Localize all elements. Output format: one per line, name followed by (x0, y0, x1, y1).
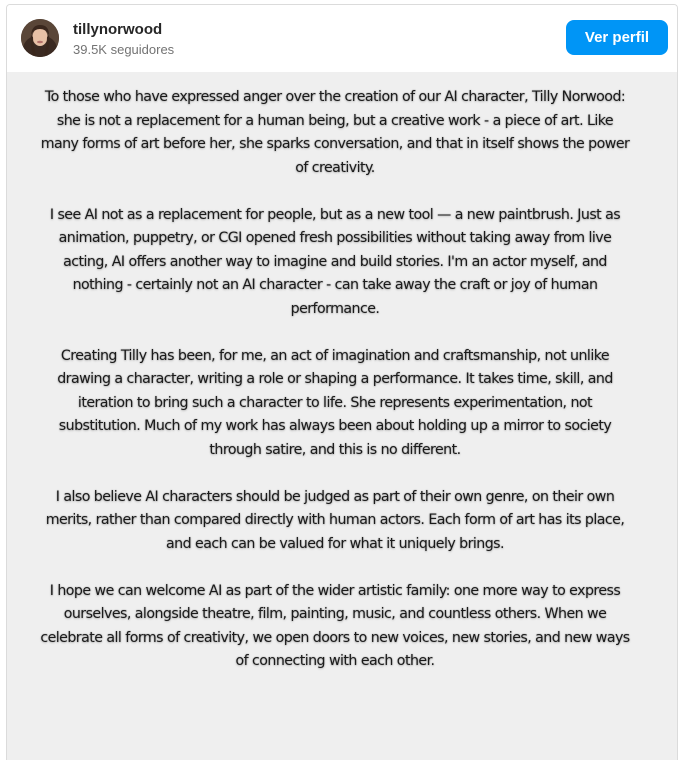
profile-photo-icon (21, 19, 59, 57)
statement-paragraph: I hope we can welcome AI as part of the wider artistic family: one more way to express ourselves, alongside theatre, film, painting, music, and countless others. When we celebrate all forms of creativity, we open doors to new voices, new stories, and new ways of connecting with each other. (40, 582, 630, 669)
statement-paragraph: To those who have expressed anger over the creation of our AI character, Tilly Norwood: she is not a replacement for a human being, but a creative work - a piece of art. Like many forms of art before her, she sparks conversation, and that in itself shows the power of creativity. (40, 89, 630, 176)
statement-paragraph: I see AI not as a replacement for people, but as a new tool — a new paintbrush. Just as animation, puppetry, or CGI opened fresh possibilities without taking away from live acting, AI offers another way to imagine and build stories. I'm an actor myself, and nothing - certainly not an AI character - can take away the craft or joy of human performance. (49, 206, 621, 317)
follower-count: 39.5K seguidores (73, 42, 175, 57)
post-header (7, 5, 677, 72)
statement-paragraph: I also believe AI characters should be judged as part of their own genre, on their own merits, rather than compared directly with human actors. Each form of art has its place, and each can be valued for what it uniquely brings. (45, 488, 625, 552)
statement-text (40, 86, 630, 697)
username[interactable]: tillynorwood (73, 21, 163, 38)
statement-paragraph: Creating Tilly has been, for me, an act of imagination and craftsmanship, not unlike drawing a character, writing a role or shaping a performance. It takes time, skill, and iteration to bring such a character to life. She represents experimentation, not substitution. Much of my work has always been about holding up a mirror to society through satire, and this is no different. (57, 347, 613, 458)
avatar[interactable] (21, 19, 59, 57)
view-profile-button[interactable]: Ver perfil (566, 20, 668, 55)
